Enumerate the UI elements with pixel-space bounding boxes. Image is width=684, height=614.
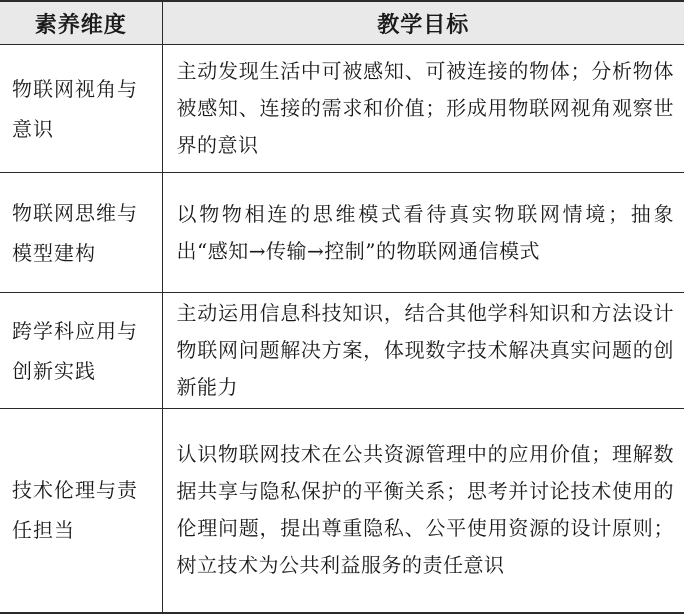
table-row (0, 45, 684, 173)
table-row (0, 293, 684, 409)
header-dimension: 素养维度 (0, 1, 162, 45)
goal-cell: 以物物相连的思维模式看待真实物联网情境；抽象出“感知→传输→控制”的物联网通信模式 (162, 173, 684, 293)
dimension-cell: 跨学科应用与创新实践 (0, 293, 162, 409)
goal-cell: 主动运用信息科技知识，结合其他学科知识和方法设计物联网问题解决方案，体现数字技术解决真实问题的创新能力 (162, 293, 684, 409)
dimension-cell: 物联网视角与意识 (0, 45, 162, 173)
table-header (0, 1, 684, 45)
table-row (0, 173, 684, 293)
goal-cell: 认识物联网技术在公共资源管理中的应用价值；理解数据共享与隐私保护的平衡关系；思考并讨论技术使用的伦理问题，提出尊重隐私、公平使用资源的设计原则；树立技术为公共利益服务的责任意识 (162, 409, 684, 613)
dimension-cell: 物联网思维与模型建构 (0, 173, 162, 293)
goal-cell: 主动发现生活中可被感知、可被连接的物体；分析物体被感知、连接的需求和价值；形成用物联网视角观察世界的意识 (162, 45, 684, 173)
table-body (0, 45, 684, 613)
header-row (0, 1, 684, 45)
header-goal: 教学目标 (162, 1, 684, 45)
dimension-cell: 技术伦理与责任担当 (0, 409, 162, 613)
table-row (0, 409, 684, 613)
